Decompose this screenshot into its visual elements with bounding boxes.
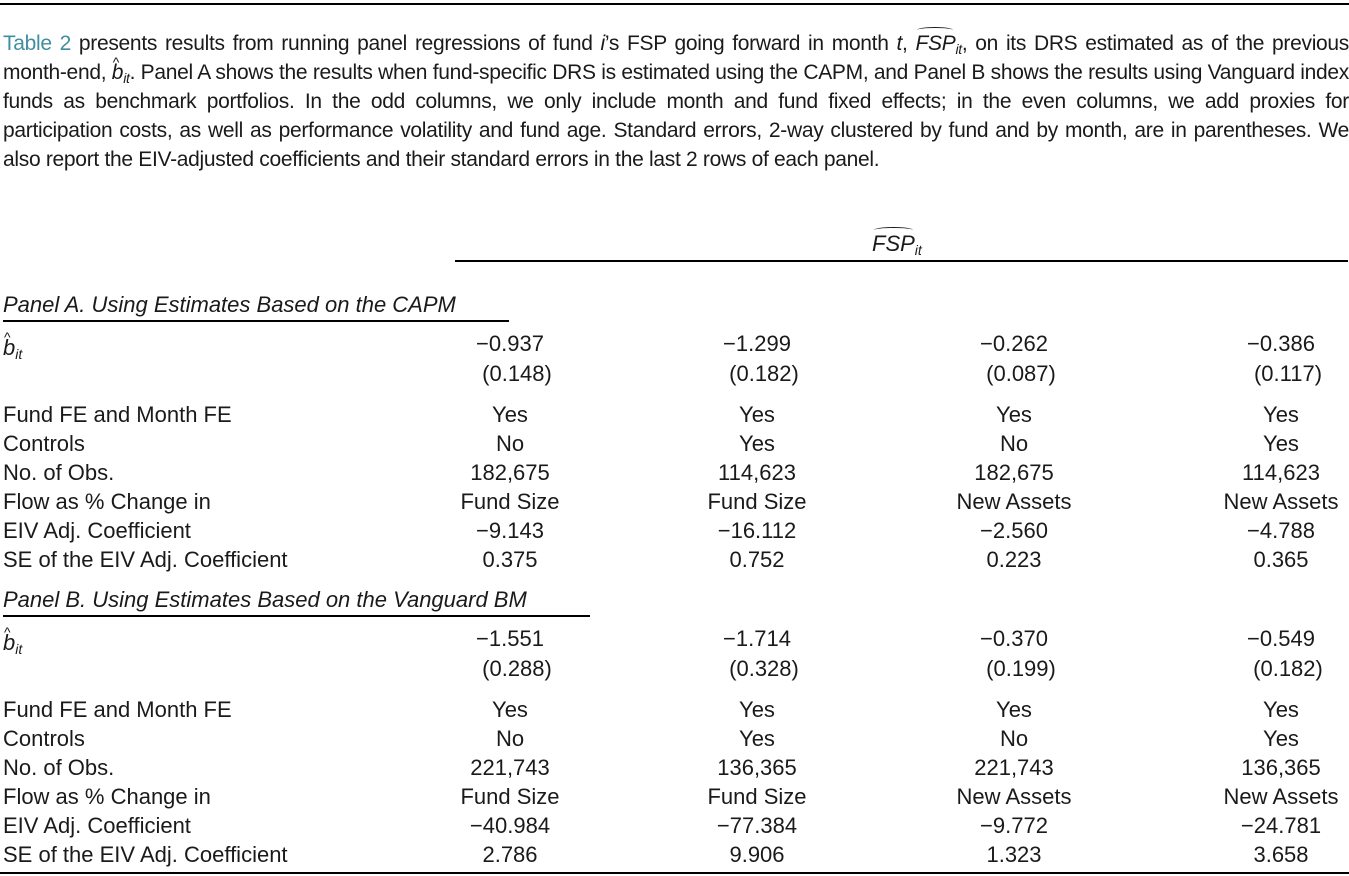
cell-eiv-se: 0.223 bbox=[986, 547, 1042, 572]
caption-text: , bbox=[902, 32, 916, 55]
cell-controls: No bbox=[495, 726, 525, 751]
b-symbol: ^ b bbox=[112, 58, 123, 87]
cell-flow: New Assets bbox=[956, 489, 1072, 514]
coef-cell: −0.937 bbox=[476, 331, 544, 356]
cell-eiv: −40.984 bbox=[469, 813, 551, 838]
cell-eiv-se: 3.658 bbox=[1253, 842, 1309, 867]
se-value: (0.182) bbox=[1253, 656, 1323, 681]
cell-obs: 114,623 bbox=[718, 460, 796, 485]
fund-variable: i bbox=[600, 32, 605, 55]
cell-fe: Yes bbox=[996, 402, 1032, 427]
cell-fe: Yes bbox=[996, 697, 1032, 722]
row-label-controls: Controls bbox=[3, 726, 85, 751]
se-value: (0.328) bbox=[729, 656, 799, 681]
se-cell bbox=[657, 654, 857, 683]
cell-eiv-se: 0.365 bbox=[1253, 547, 1309, 572]
row-label-controls: Controls bbox=[3, 431, 85, 456]
cell-obs: 114,623 bbox=[1242, 460, 1320, 485]
row-label-flow: Flow as % Change in bbox=[3, 489, 211, 514]
se-value: (0.288) bbox=[482, 656, 552, 681]
row-label-eiv-se: SE of the EIV Adj. Coefficient bbox=[3, 842, 288, 867]
cell-controls: No bbox=[999, 431, 1029, 456]
se-cell bbox=[1181, 654, 1349, 683]
se-value: (0.087) bbox=[986, 361, 1056, 386]
cell-fe: Yes bbox=[492, 402, 528, 427]
b-subscript: it bbox=[15, 346, 23, 362]
se-value: (0.199) bbox=[986, 656, 1056, 681]
column-header bbox=[872, 229, 922, 258]
caption-text: ’s FSP going forward in month bbox=[604, 32, 897, 55]
fsp-subscript: it bbox=[955, 41, 962, 57]
table-link[interactable]: Table 2 bbox=[3, 32, 71, 55]
panel-title-rule bbox=[3, 320, 509, 322]
cell-eiv: −9.772 bbox=[980, 813, 1048, 838]
panel-title-rule bbox=[3, 615, 590, 617]
cell-obs: 221,743 bbox=[974, 755, 1054, 780]
top-rule bbox=[0, 3, 1349, 5]
se-value: (0.148) bbox=[482, 361, 552, 386]
cell-controls: Yes bbox=[1263, 431, 1299, 456]
cell-eiv: −2.560 bbox=[980, 518, 1048, 543]
b-symbol: ^ b bbox=[3, 333, 15, 362]
bottom-rule bbox=[0, 872, 1349, 874]
cell-obs: 182,675 bbox=[470, 460, 550, 485]
fsp-subscript: it bbox=[914, 242, 922, 258]
cell-fe: Yes bbox=[739, 697, 775, 722]
cell-obs: 221,743 bbox=[470, 755, 550, 780]
se-value: (0.182) bbox=[729, 361, 799, 386]
cell-flow: Fund Size bbox=[707, 489, 807, 514]
coef-cell: −0.386 bbox=[1247, 331, 1315, 356]
cell-eiv-se: 0.752 bbox=[729, 547, 785, 572]
cell-obs: 136,365 bbox=[717, 755, 797, 780]
column-header-rule bbox=[455, 260, 1348, 262]
se-cell bbox=[410, 654, 610, 683]
cell-flow: Fund Size bbox=[460, 784, 560, 809]
se-cell bbox=[657, 359, 857, 388]
row-label-obs: No. of Obs. bbox=[3, 755, 115, 780]
panel-title: Panel B. Using Estimates Based on the Vanguard BM bbox=[3, 587, 527, 612]
cell-obs: 182,675 bbox=[974, 460, 1054, 485]
row-label-eiv: EIV Adj. Coefficient bbox=[3, 813, 191, 838]
cell-eiv: −77.384 bbox=[716, 813, 798, 838]
cell-flow: Fund Size bbox=[460, 489, 560, 514]
row-label-bhat bbox=[3, 628, 22, 657]
caption-text: , on its DRS estimated as of the previous month-end, bbox=[3, 32, 1349, 84]
cell-flow: Fund Size bbox=[707, 784, 807, 809]
coef-cell: −0.370 bbox=[980, 626, 1048, 651]
cell-eiv: −24.781 bbox=[1240, 813, 1322, 838]
se-cell bbox=[410, 359, 610, 388]
month-variable: t bbox=[896, 32, 903, 55]
row-label-fe: Fund FE and Month FE bbox=[3, 402, 232, 427]
caption-text: . Panel A shows the results when fund-specific DRS is estimated using the CAPM, and Panel B shows the results using Vanguard index funds as benchmark portfolios. In the odd columns, we only include month and fund fixed effects; in the even columns, we add proxies for participation costs, as well as performance volatility and fund age. Standard errors, 2-way clustered by fund and by month, are in parentheses. We also report the EIV-adjusted coefficients and their standard errors in the last 2 rows of each panel. bbox=[3, 61, 1349, 171]
cell-controls: Yes bbox=[739, 431, 775, 456]
b-subscript: it bbox=[15, 641, 23, 657]
cell-eiv: −9.143 bbox=[476, 518, 544, 543]
fsp-symbol: FSP bbox=[915, 29, 955, 58]
table-caption bbox=[3, 29, 1349, 174]
cell-eiv: −16.112 bbox=[717, 518, 797, 543]
cell-obs: 136,365 bbox=[1241, 755, 1321, 780]
se-cell bbox=[914, 359, 1114, 388]
coef-cell: −1.551 bbox=[476, 626, 544, 651]
coef-cell: −0.262 bbox=[980, 331, 1048, 356]
cell-eiv-se: 9.906 bbox=[729, 842, 785, 867]
cell-controls: No bbox=[495, 431, 525, 456]
b-subscript: it bbox=[123, 70, 130, 86]
row-label-eiv-se: SE of the EIV Adj. Coefficient bbox=[3, 547, 288, 572]
row-label-eiv: EIV Adj. Coefficient bbox=[3, 518, 191, 543]
row-label-bhat bbox=[3, 333, 22, 362]
row-label-fe: Fund FE and Month FE bbox=[3, 697, 232, 722]
fsp-symbol: FSP bbox=[872, 231, 915, 256]
panel-title: Panel A. Using Estimates Based on the CAPM bbox=[3, 292, 456, 317]
cell-flow: New Assets bbox=[956, 784, 1072, 809]
b-symbol: ^ b bbox=[3, 628, 15, 657]
caption-text: presents results from running panel regressions of fund bbox=[71, 32, 601, 55]
cell-fe: Yes bbox=[1263, 402, 1299, 427]
coef-cell: −0.549 bbox=[1247, 626, 1315, 651]
coef-cell: −1.299 bbox=[723, 331, 791, 356]
coef-cell: −1.714 bbox=[723, 626, 791, 651]
cell-eiv: −4.788 bbox=[1247, 518, 1315, 543]
cell-flow: New Assets bbox=[1223, 784, 1339, 809]
row-label-obs: No. of Obs. bbox=[3, 460, 115, 485]
cell-controls: Yes bbox=[1263, 726, 1299, 751]
cell-controls: Yes bbox=[739, 726, 775, 751]
cell-fe: Yes bbox=[1263, 697, 1299, 722]
se-cell bbox=[1181, 359, 1349, 388]
se-cell bbox=[914, 654, 1114, 683]
cell-eiv-se: 1.323 bbox=[986, 842, 1042, 867]
cell-fe: Yes bbox=[492, 697, 528, 722]
cell-controls: No bbox=[999, 726, 1029, 751]
cell-eiv-se: 0.375 bbox=[482, 547, 538, 572]
cell-eiv-se: 2.786 bbox=[482, 842, 538, 867]
se-value: (0.117) bbox=[1253, 361, 1323, 386]
cell-flow: New Assets bbox=[1223, 489, 1339, 514]
cell-fe: Yes bbox=[739, 402, 775, 427]
row-label-flow: Flow as % Change in bbox=[3, 784, 211, 809]
